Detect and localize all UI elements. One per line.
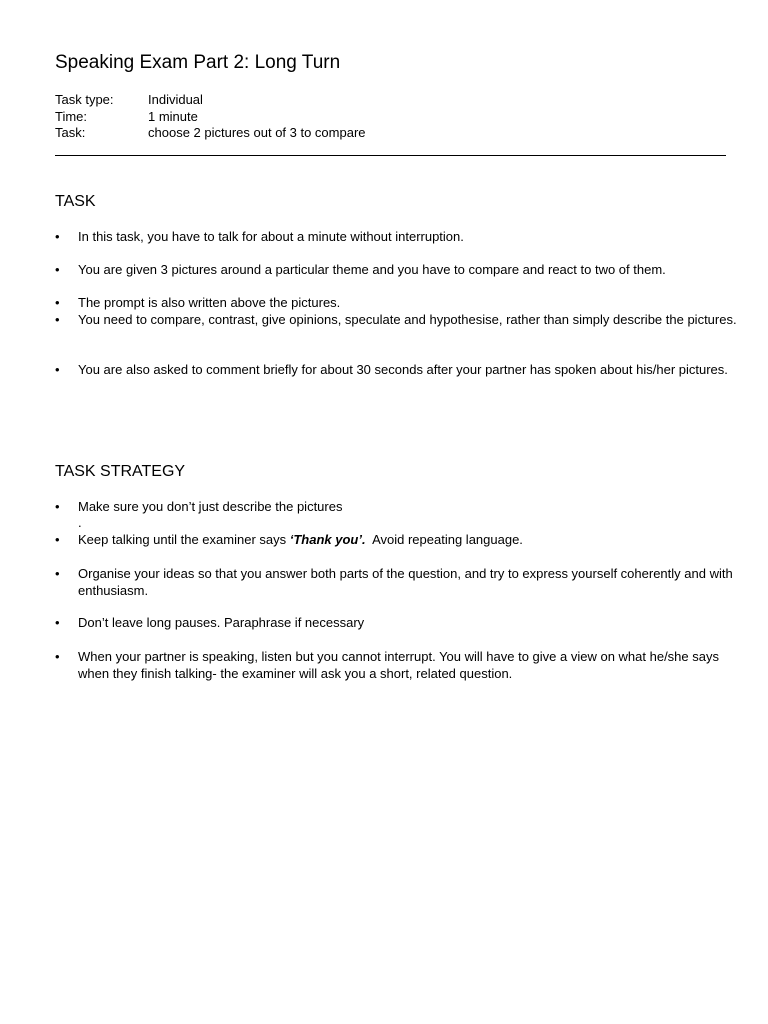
bullet-icon: •: [55, 499, 60, 514]
bullet-text: [78, 532, 743, 549]
meta-value: Individual: [148, 92, 203, 107]
bullet-text-part: Keep talking until the examiner says: [78, 532, 290, 547]
bullet-text: You are also asked to comment briefly for about 30 seconds after your partner has spoken about his/her pictures.: [78, 362, 728, 377]
bullet-text: You are given 3 pictures around a particular theme and you have to compare and react to two of them.: [78, 262, 666, 277]
horizontal-rule: [55, 155, 726, 156]
bullet-text: Don’t leave long pauses. Paraphrase if necessary: [78, 615, 365, 630]
meta-value: choose 2 pictures out of 3 to compare: [148, 125, 366, 141]
bullet-icon: •: [55, 262, 60, 277]
bullet-icon: •: [55, 532, 60, 547]
meta-row-task-type: [55, 92, 366, 109]
page-title: Speaking Exam Part 2: Long Turn: [55, 52, 341, 73]
bullet-icon: •: [55, 312, 60, 327]
strategy-heading: TASK STRATEGY: [55, 463, 186, 480]
meta-row-time: [55, 109, 366, 126]
meta-value: 1 minute: [148, 108, 198, 124]
bullet-text: In this task, you have to talk for about a minute without interruption.: [78, 229, 464, 244]
task-meta: [55, 92, 366, 142]
task-heading: TASK: [55, 193, 96, 210]
bullet-icon: •: [55, 229, 60, 244]
bullet-icon: •: [55, 615, 60, 630]
bullet-icon: •: [55, 649, 60, 664]
meta-row-task: [55, 125, 366, 142]
bullet-icon: •: [55, 566, 60, 581]
bullet-icon: •: [55, 362, 60, 377]
meta-key: Task type:: [55, 92, 114, 107]
emphasis-thank-you: ‘Thank you’.: [289, 532, 366, 547]
bullet-text: Make sure you don’t just describe the pictures: [78, 499, 343, 514]
bullet-text: When your partner is speaking, listen but you cannot interrupt. You will have to give a view on what he/she says when they finish talking- the examiner will ask you a short, related question.: [78, 649, 719, 681]
bullet-text: You need to compare, contrast, give opinions, speculate and hypothesise, rather than simply describe the pictures.: [78, 312, 737, 327]
meta-key: Time:: [55, 108, 88, 124]
stray-period: .: [78, 515, 82, 530]
meta-key: Task:: [55, 125, 86, 141]
bullet-text: Organise your ideas so that you answer both parts of the question, and try to express yourself coherently and with enthusiasm.: [78, 566, 733, 598]
bullet-text: The prompt is also written above the pictures.: [78, 295, 341, 310]
bullet-icon: •: [55, 295, 60, 310]
bullet-text-part: Avoid repeating language.: [365, 532, 523, 547]
